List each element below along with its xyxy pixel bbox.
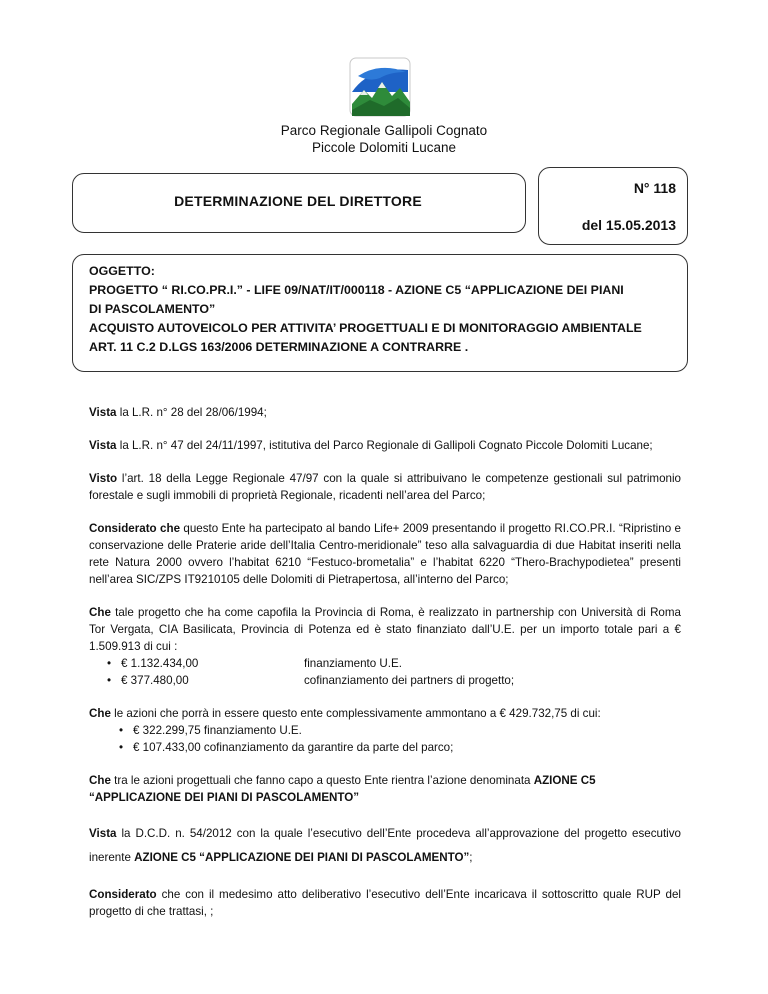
paragraph-vista-dcd [89,822,681,870]
actions-funding-list [89,722,681,756]
paragraph-text: la L.R. n° 28 del 28/06/1994; [116,406,267,419]
bullet-icon: • [118,741,123,754]
paragraph-text: ; [469,851,473,864]
paragraph-vista-lr28 [89,404,681,421]
paragraph-text: tale progetto che ha come capofila la Provincia di Roma, è realizzato in partnership con Università di Roma Tor Vergata, CIA Basilicata, Provincia di Potenza ed è stato finanziato dall’U.E. per un importo totale pari a € 1.509.913 di cui : [89,606,681,653]
paragraph-text: la L.R. n° 47 del 24/11/1997, istitutiva del Parco Regionale di Gallipoli Cognato Piccole Dolomiti Lucane; [116,439,653,452]
park-logo-icon [340,52,420,120]
paragraph-text: che con il medesimo atto deliberativo l’esecutivo dell’Ente incaricava il sottoscritto quale RUP del progetto di che trattasi, ; [89,888,681,918]
paragraph-lead: Vista [89,406,117,419]
list-item-text: € 107.433,00 cofinanziamento da garantire da parte del parco; [133,741,454,754]
funding-amount: € 377.480,00 [121,674,189,687]
park-name-line1: Parco Regionale Gallipoli Cognato [280,123,488,138]
list-item-text: € 322.299,75 finanziamento U.E. [133,724,302,737]
paragraph-che-partnership [89,604,681,655]
paragraph-text: l’art. 18 della Legge Regionale 47/97 con la quale si attribuivano le competenze gestionali sul patrimonio forestale e sugli immobili di proprietà Regionale, ricadenti nell’area del Parco; [89,472,681,502]
subject-line: ACQUISTO AUTOVEICOLO PER ATTIVITA’ PROGETTUALI E DI MONITORAGGIO AMBIENTALE [89,321,642,335]
park-name-line2: Piccole Dolomiti Lucane [311,140,457,155]
bullet-icon: • [118,724,123,737]
paragraph-considerato-rup [89,886,681,920]
action-code: AZIONE C5 [533,774,596,787]
paragraph-che-azioni [89,705,681,722]
paragraph-lead: Che [89,774,111,787]
paragraph-visto-art18 [89,470,681,504]
paragraph-lead: Che [89,606,111,619]
determination-number-box [538,167,688,245]
paragraph-lead: Considerato che [89,522,181,535]
subject-text [89,262,681,357]
determination-date: del 15.05.2013 [581,217,676,233]
funding-amount: € 1.132.434,00 [121,657,199,670]
subject-line: PROGETTO “ RI.CO.PR.I.” - LIFE 09/NAT/IT/000118 - AZIONE C5 “APPLICAZIONE DEI PIANI [89,283,624,297]
determination-title: DETERMINAZIONE DEL DIRETTORE [174,193,422,209]
subject-line: OGGETTO: [89,264,155,278]
paragraph-text: tra le azioni progettuali che fanno capo a questo Ente rientra l’azione denominata [110,774,534,787]
list-item [101,722,681,739]
bullet-icon: • [106,657,111,670]
paragraph-considerato-bando [89,520,681,588]
paragraph-text: questo Ente ha partecipato al bando Life+ 2009 presentando il progetto RI.CO.PR.I. “Ripristino e conservazione delle Praterie aride dell’Italia Centro-meridionale” teso alla salvaguardia di due Habitat inseriti nella rete Natura 2000 ovvero l’habitat 6210 “Festuco-brometalia” e l’habitat 6220 “Thero-Brachypodietea” presenti nell’area SIC/ZPS IT9210105 delle Dolomiti di Pietrapertosa, all’interno del Parco; [89,522,681,586]
subject-line: DI PASCOLAMENTO” [89,302,216,316]
funding-description: cofinanziamento dei partners di progetto; [304,674,515,687]
list-item [101,739,681,756]
paragraph-che-azione-c5 [89,772,681,806]
action-title: “APPLICAZIONE DEI PIANI DI PASCOLAMENTO” [89,791,360,804]
paragraph-text: la D.C.D. n. 54/2012 con la quale l’esecutivo dell’Ente procedeva all’approvazione del progetto esecutivo inerente [89,827,681,864]
bullet-icon: • [106,674,111,687]
paragraph-lead: Vista [89,827,117,840]
paragraph-vista-lr47 [89,437,681,454]
funding-list [89,655,681,689]
paragraph-lead: Visto [89,472,118,485]
paragraph-lead: Considerato [89,888,157,901]
list-item [89,672,681,689]
paragraph-text: le azioni che porrà in essere questo ente complessivamente ammontano a € 429.732,75 di cui: [110,707,601,720]
paragraph-lead: Vista [89,439,117,452]
action-title: AZIONE C5 “APPLICAZIONE DEI PIANI DI PASCOLAMENTO” [134,851,470,864]
list-item [89,655,681,672]
determination-number: N° 118 [633,180,676,196]
paragraph-lead: Che [89,707,111,720]
subject-line: ART. 11 C.2 D.LGS 163/2006 DETERMINAZIONE A CONTRARRE . [89,340,469,354]
funding-description: finanziamento U.E. [304,657,402,670]
park-name [0,122,768,156]
document-body [89,404,681,936]
